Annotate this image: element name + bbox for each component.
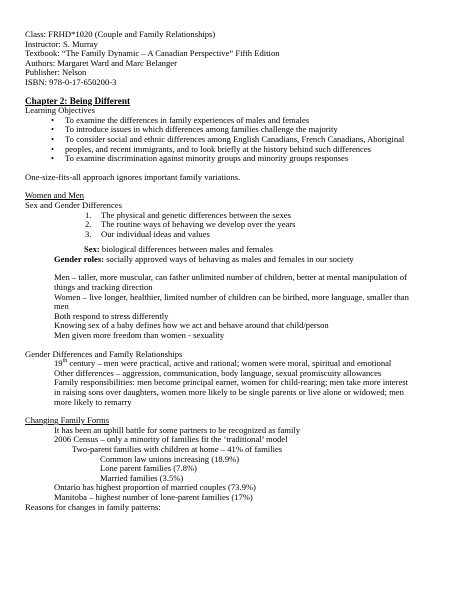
section-heading-women-men: Women and Men xyxy=(25,190,84,201)
chapter-title: Chapter 2: Being Different xyxy=(25,95,131,106)
uphill-battle-note: It has been an uphill battle for some partners to be recognized as family xyxy=(54,424,301,435)
section-heading-gender-family: Gender Differences and Family Relationships xyxy=(25,348,183,359)
century-note: 19th century – men were practical, active and rational; women were moral, spiritual and emotional xyxy=(54,358,392,369)
two-parent-stat: Two-parent families with children at home – 41% of families xyxy=(72,443,283,454)
manitoba-stat: Manitoba – highest number of lone-parent families (17%) xyxy=(54,491,253,502)
list-item: 3. Our individual ideas and values xyxy=(85,228,210,239)
men-description-continued: things and tracking direction xyxy=(54,282,153,293)
freedom-note: Men given more freedom than women - sexuality xyxy=(54,330,225,341)
list-item: 2. The routine ways of behaving we develop over the years xyxy=(85,219,296,230)
authors-line: Authors: Margaret Ward and Marc Belanger xyxy=(25,57,177,68)
class-line: Class: FRHD*1020 (Couple and Family Relationships) xyxy=(25,29,216,39)
definition-sex: Sex: biological differences between males and females xyxy=(84,244,273,255)
summary-statement: One-size-fits-all approach ignores important family variations. xyxy=(25,171,241,182)
textbook-line: Textbook: “The Family Dynamic – A Canadian Perspective” Fifth Edition xyxy=(25,48,280,59)
men-description: Men – taller, more muscular, can father unlimited number of children, better at mental manipulation of xyxy=(54,272,407,283)
lone-parent-stat: Lone parent families (7.8%) xyxy=(100,463,197,474)
family-responsibilities-continued: in raising sons over daughters, women more likely to be single parents or live alone or widowed; men xyxy=(54,387,404,397)
differences-list xyxy=(25,211,450,240)
women-description-continued: men xyxy=(54,301,69,312)
subheading-sex-gender: Sex and Gender Differences xyxy=(25,199,122,210)
objective-item: • To consider social and ethnic differences among English Canadians, French Canadians, Aboriginal xyxy=(65,135,450,145)
objectives-heading: Learning Objectives xyxy=(25,105,95,116)
census-note: 2006 Census – only a minority of families fit the ‘traditional’ model xyxy=(54,434,288,445)
section-heading-changing-forms: Changing Family Forms xyxy=(25,415,110,426)
stress-note: Both respond to stress differently xyxy=(54,310,169,321)
other-differences: Other differences – aggression, communication, body language, sexual promiscuity allowances xyxy=(54,367,382,378)
isbn-line: ISBN: 978-0-17-650200-3 xyxy=(25,76,117,87)
objectives-list xyxy=(25,116,450,164)
course-header xyxy=(25,30,450,88)
reasons-heading: Reasons for changes in family patterns: xyxy=(25,501,161,512)
instructor-line: Instructor: S. Murray xyxy=(25,38,98,49)
baby-sex-note: Knowing sex of a baby defines how we act and behave around that child/person xyxy=(54,320,329,331)
publisher-line: Publisher: Nelson xyxy=(25,67,87,78)
objective-item-continued: • peoples, and recent immigrants, and to look briefly at the history behind such differences xyxy=(65,145,450,155)
objective-item: • To examine discrimination against minority groups and minority groups responses xyxy=(65,154,450,164)
objective-item: • To examine the differences in family experiences of males and females xyxy=(65,116,450,126)
ontario-stat: Ontario has highest proportion of married couples (73.9%) xyxy=(54,482,256,493)
definition-gender-roles: Gender roles: socially approved ways of behaving as males and females in our society xyxy=(54,253,354,264)
objective-item: • To introduce issues in which differences among families challenge the majority xyxy=(65,125,450,135)
women-description: Women – live longer, healthier, limited number of children can be birthed, more language, smaller than xyxy=(54,291,409,302)
family-responsibilities-continued: more likely to remarry xyxy=(54,396,132,407)
common-law-stat: Common law unions increasing (18.9%) xyxy=(100,453,240,464)
married-stat: Married families (3.5%) xyxy=(100,472,184,483)
list-item: 1. The physical and genetic differences between the sexes xyxy=(85,209,292,220)
family-responsibilities: Family responsibilities: men become principal earner, women for child-rearing; men take more interest xyxy=(54,377,409,388)
